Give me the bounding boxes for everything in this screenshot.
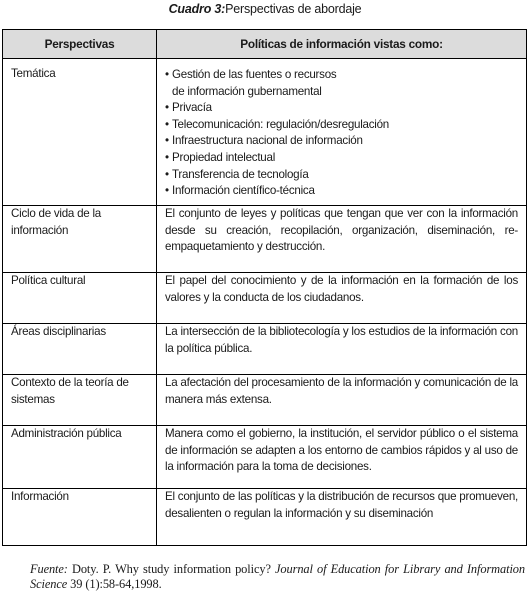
perspective-cell: Áreas disciplinarias [3,324,157,375]
list-item: • Gestión de las fuentes o recursos [165,68,337,81]
source-label: Fuente: [30,562,68,576]
table-row [3,489,527,546]
perspective-cell: Información [3,489,157,546]
table-row [3,273,527,324]
list-item: • Telecomunicación: regulación/desregulación [165,117,390,131]
description-cell: El conjunto de leyes y políticas que tengan que ver con la información desde su creación, recopilación, organización, diseminación, re-empaquetamiento y destrucción. [157,206,527,273]
perspective-cell: Temática [3,59,157,206]
caption-number: Cuadro 3: [168,2,226,16]
column-header-perspectives: Perspectivas [3,30,157,59]
list-item: • Infraestructura nacional de información [165,134,363,148]
table-row [3,324,527,375]
table-caption [0,2,530,16]
description-cell: La intersección de la bibliotecología y los estudios de la información con la política pública. [157,324,527,375]
bullet-list [165,67,518,200]
perspective-cell: Administración pública [3,426,157,489]
list-item: • Propiedad intelectual [165,150,276,164]
table-header-row [3,30,527,59]
list-item: • Privacía [165,101,212,115]
table-row [3,426,527,489]
column-header-policies: Políticas de información vistas como: [157,30,527,59]
source-citation: 39 (1):58-64,1998. [67,577,162,591]
description-cell: El papel del conocimiento y de la información en la formación de los valores y la conducta de los ciudadanos. [157,273,527,324]
journal-title: Journal of Education for Library and Information Science [30,562,525,591]
source-note [30,562,525,592]
description-cell: Manera como el gobierno, la institución, el servidor público o el sistema de información se adapten a los entorno de cambios rápidos y al uso de la información para la toma de decisiones. [157,426,527,489]
perspective-cell: Política cultural [3,273,157,324]
table-row [3,59,527,206]
description-cell: El conjunto de las políticas y la distribución de recursos que promueven, desalienten o regulan la información y su diseminación [157,489,527,546]
description-cell [157,59,527,206]
caption-title: Perspectivas de abordaje [225,2,362,16]
perspectives-table [2,29,527,546]
table-row [3,206,527,273]
list-item-continuation: de información gubernamental [172,84,322,98]
list-item: • Transferencia de tecnología [165,167,309,181]
source-text: Doty. P. Why study information policy? [67,562,276,576]
perspective-cell: Ciclo de vida de la información [3,206,157,273]
list-item: • Información científico-técnica [165,184,315,198]
perspective-cell: Contexto de la teoría de sistemas [3,375,157,426]
description-cell: La afectación del procesamiento de la información y comunicación de la manera más extensa. [157,375,527,426]
table-row [3,375,527,426]
